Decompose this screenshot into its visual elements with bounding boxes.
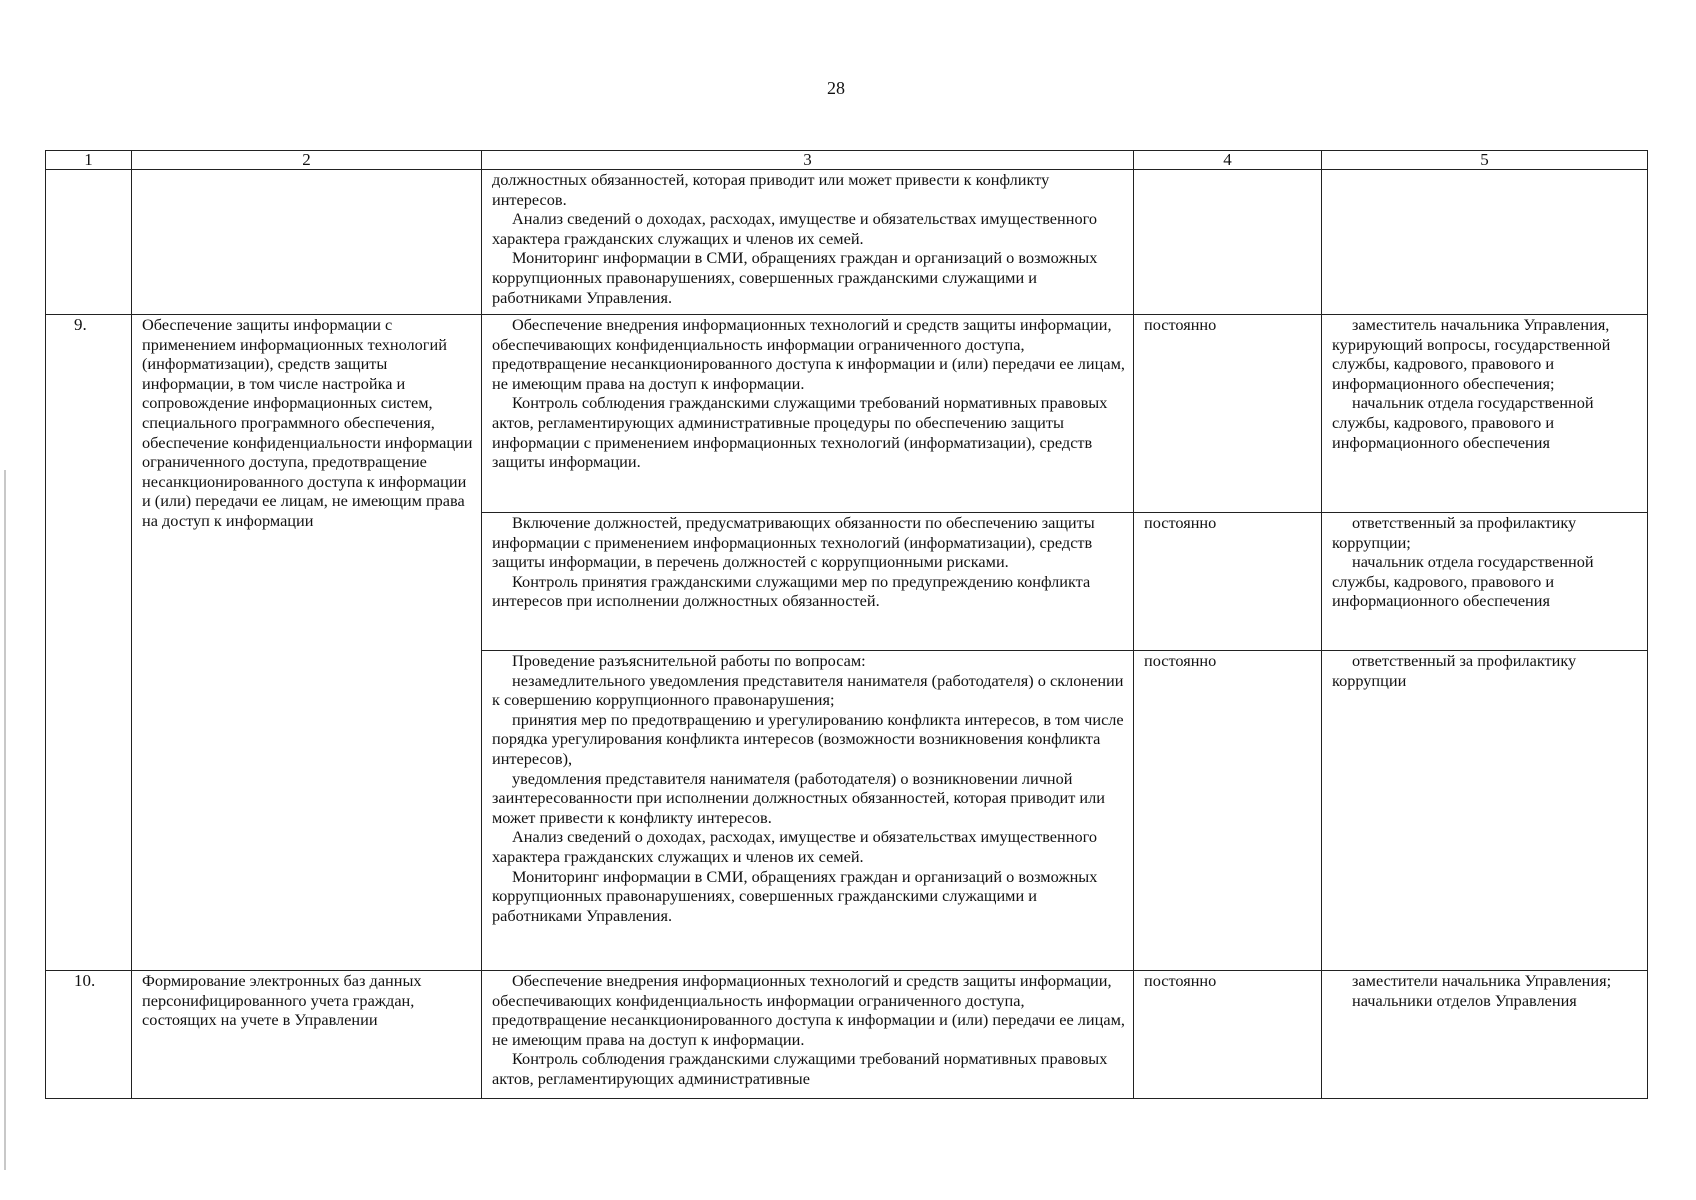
- measure-text: Обеспечение внедрения информационных технологий и средств защиты информации, обеспечивающих конфиденциальность информации ограниченного доступа, предотвращение несанкционированного доступа к информации и (или) передачи ее лицам, не имеющим права на доступ к информации.: [492, 315, 1125, 393]
- responsible-text: заместители начальника Управления;: [1352, 971, 1612, 990]
- responsible-text: начальник отдела государственной службы, кадрового, правового и информационного обеспечения: [1332, 393, 1594, 452]
- cell-measures: [482, 513, 1134, 651]
- responsible-text: начальник отдела государственной службы, кадрового, правового и информационного обеспечения: [1332, 552, 1594, 611]
- measure-text: уведомления представителя нанимателя (работодателя) о возникновении личной заинтересованности при исполнении должностных обязанностей, которая приводит или может привести к конфликту интересов.: [492, 768, 1105, 827]
- measure-text: Анализ сведений о доходах, расходах, имуществе и обязательствах имущественного характера гражданских служащих и членов их семей.: [492, 209, 1097, 248]
- cell-term: постоянно: [1134, 971, 1322, 1099]
- cell-term: постоянно: [1134, 651, 1322, 971]
- cell-term: постоянно: [1134, 513, 1322, 651]
- cell-responsible: [1322, 513, 1648, 651]
- cell-measures: [482, 651, 1134, 971]
- measure-text: Анализ сведений о доходах, расходах, имуществе и обязательствах имущественного характера гражданских служащих и членов их семей.: [492, 827, 1097, 866]
- measure-text: Контроль соблюдения гражданскими служащими требований нормативных правовых актов, регламентирующих административные: [492, 1049, 1108, 1088]
- table-header-row: [46, 151, 1648, 170]
- cell-measures: [482, 315, 1134, 513]
- cell-num: 9.: [46, 315, 132, 971]
- cell-num: [46, 170, 132, 315]
- cell-responsible: [1322, 315, 1648, 513]
- function-text: Обеспечение защиты информации с применением информационных технологий (информатизации), средств защиты информации, в том числе настройка и сопровождение информационных систем, специального программного обеспечения, обеспечение конфиденциальности информации ограниченного доступа, предотвращение несанкционированного доступа к информации и (или) передачи ее лицам, не имеющим права на доступ к информации: [142, 315, 473, 530]
- page-number: 28: [827, 78, 845, 98]
- measure-text: принятия мер по предотвращению и урегулированию конфликта интересов, в том числе порядка урегулирования конфликта интересов (возможности возникновения конфликта интересов),: [492, 709, 1124, 768]
- cell-num: 10.: [46, 971, 132, 1099]
- cell-function: [132, 971, 482, 1099]
- table-row-10: [46, 971, 1648, 1099]
- cell-responsible: [1322, 971, 1648, 1099]
- cell-measures: [482, 971, 1134, 1099]
- cell-function: [132, 170, 482, 315]
- cell-responsible: [1322, 170, 1648, 315]
- responsible-text: начальники отделов Управления: [1352, 990, 1577, 1010]
- responsible-text: ответственный за профилактику коррупции;: [1332, 513, 1577, 552]
- cell-term: постоянно: [1134, 315, 1322, 513]
- function-text: Формирование электронных баз данных персонифицированного учета граждан, состоящих на учете в Управлении: [142, 971, 422, 1030]
- measure-text: Контроль соблюдения гражданскими служащими требований нормативных правовых актов, регламентирующих административные процедуры по обеспечению защиты информации с применением информационных технологий (информатизации), средств защиты информации.: [492, 393, 1108, 472]
- cell-function: [132, 315, 482, 971]
- measure-text: должностных обязанностей, которая приводит или может привести к конфликту интересов.: [492, 170, 1050, 209]
- scan-edge-mark: [4, 470, 6, 1170]
- responsible-text: ответственный за профилактику коррупции: [1332, 651, 1577, 690]
- cell-responsible: [1322, 651, 1648, 971]
- column-header: 5: [1322, 151, 1648, 170]
- table-row-continuation: [46, 170, 1648, 315]
- measure-text: Проведение разъяснительной работы по вопросам:: [512, 651, 866, 670]
- column-header: 2: [132, 151, 482, 170]
- table-row-9a: [46, 315, 1648, 513]
- measure-text: Включение должностей, предусматривающих обязанности по обеспечению защиты информации с применением информационных технологий (информатизации), средств защиты информации, в перечень должностей с коррупционными рисками.: [492, 513, 1095, 572]
- column-header: 1: [46, 151, 132, 170]
- measure-text: Мониторинг информации в СМИ, обращениях граждан и организаций о возможных коррупционных правонарушениях, совершенных гражданскими служащими и работниками Управления.: [492, 248, 1098, 307]
- corruption-risk-table: [45, 150, 1648, 1099]
- responsible-text: заместитель начальника Управления, курирующий вопросы, государственной службы, кадрового, правового и информационного обеспечения;: [1332, 315, 1611, 393]
- measure-text: Обеспечение внедрения информационных технологий и средств защиты информации, обеспечивающих конфиденциальность информации ограниченного доступа, предотвращение несанкционированного доступа к информации и (или) передачи ее лицам, не имеющим права на доступ к информации.: [492, 971, 1125, 1049]
- measure-text: Мониторинг информации в СМИ, обращениях граждан и организаций о возможных коррупционных правонарушениях, совершенных гражданскими служащими и работниками Управления.: [492, 866, 1098, 925]
- cell-term: [1134, 170, 1322, 315]
- column-header: 4: [1134, 151, 1322, 170]
- cell-measures: [482, 170, 1134, 315]
- measure-text: незамедлительного уведомления представителя нанимателя (работодателя) о склонении к совершению коррупционного правонарушения;: [492, 670, 1124, 710]
- column-header: 3: [482, 151, 1134, 170]
- measure-text: Контроль принятия гражданскими служащими мер по предупреждению конфликта интересов при исполнении должностных обязанностей.: [492, 571, 1091, 611]
